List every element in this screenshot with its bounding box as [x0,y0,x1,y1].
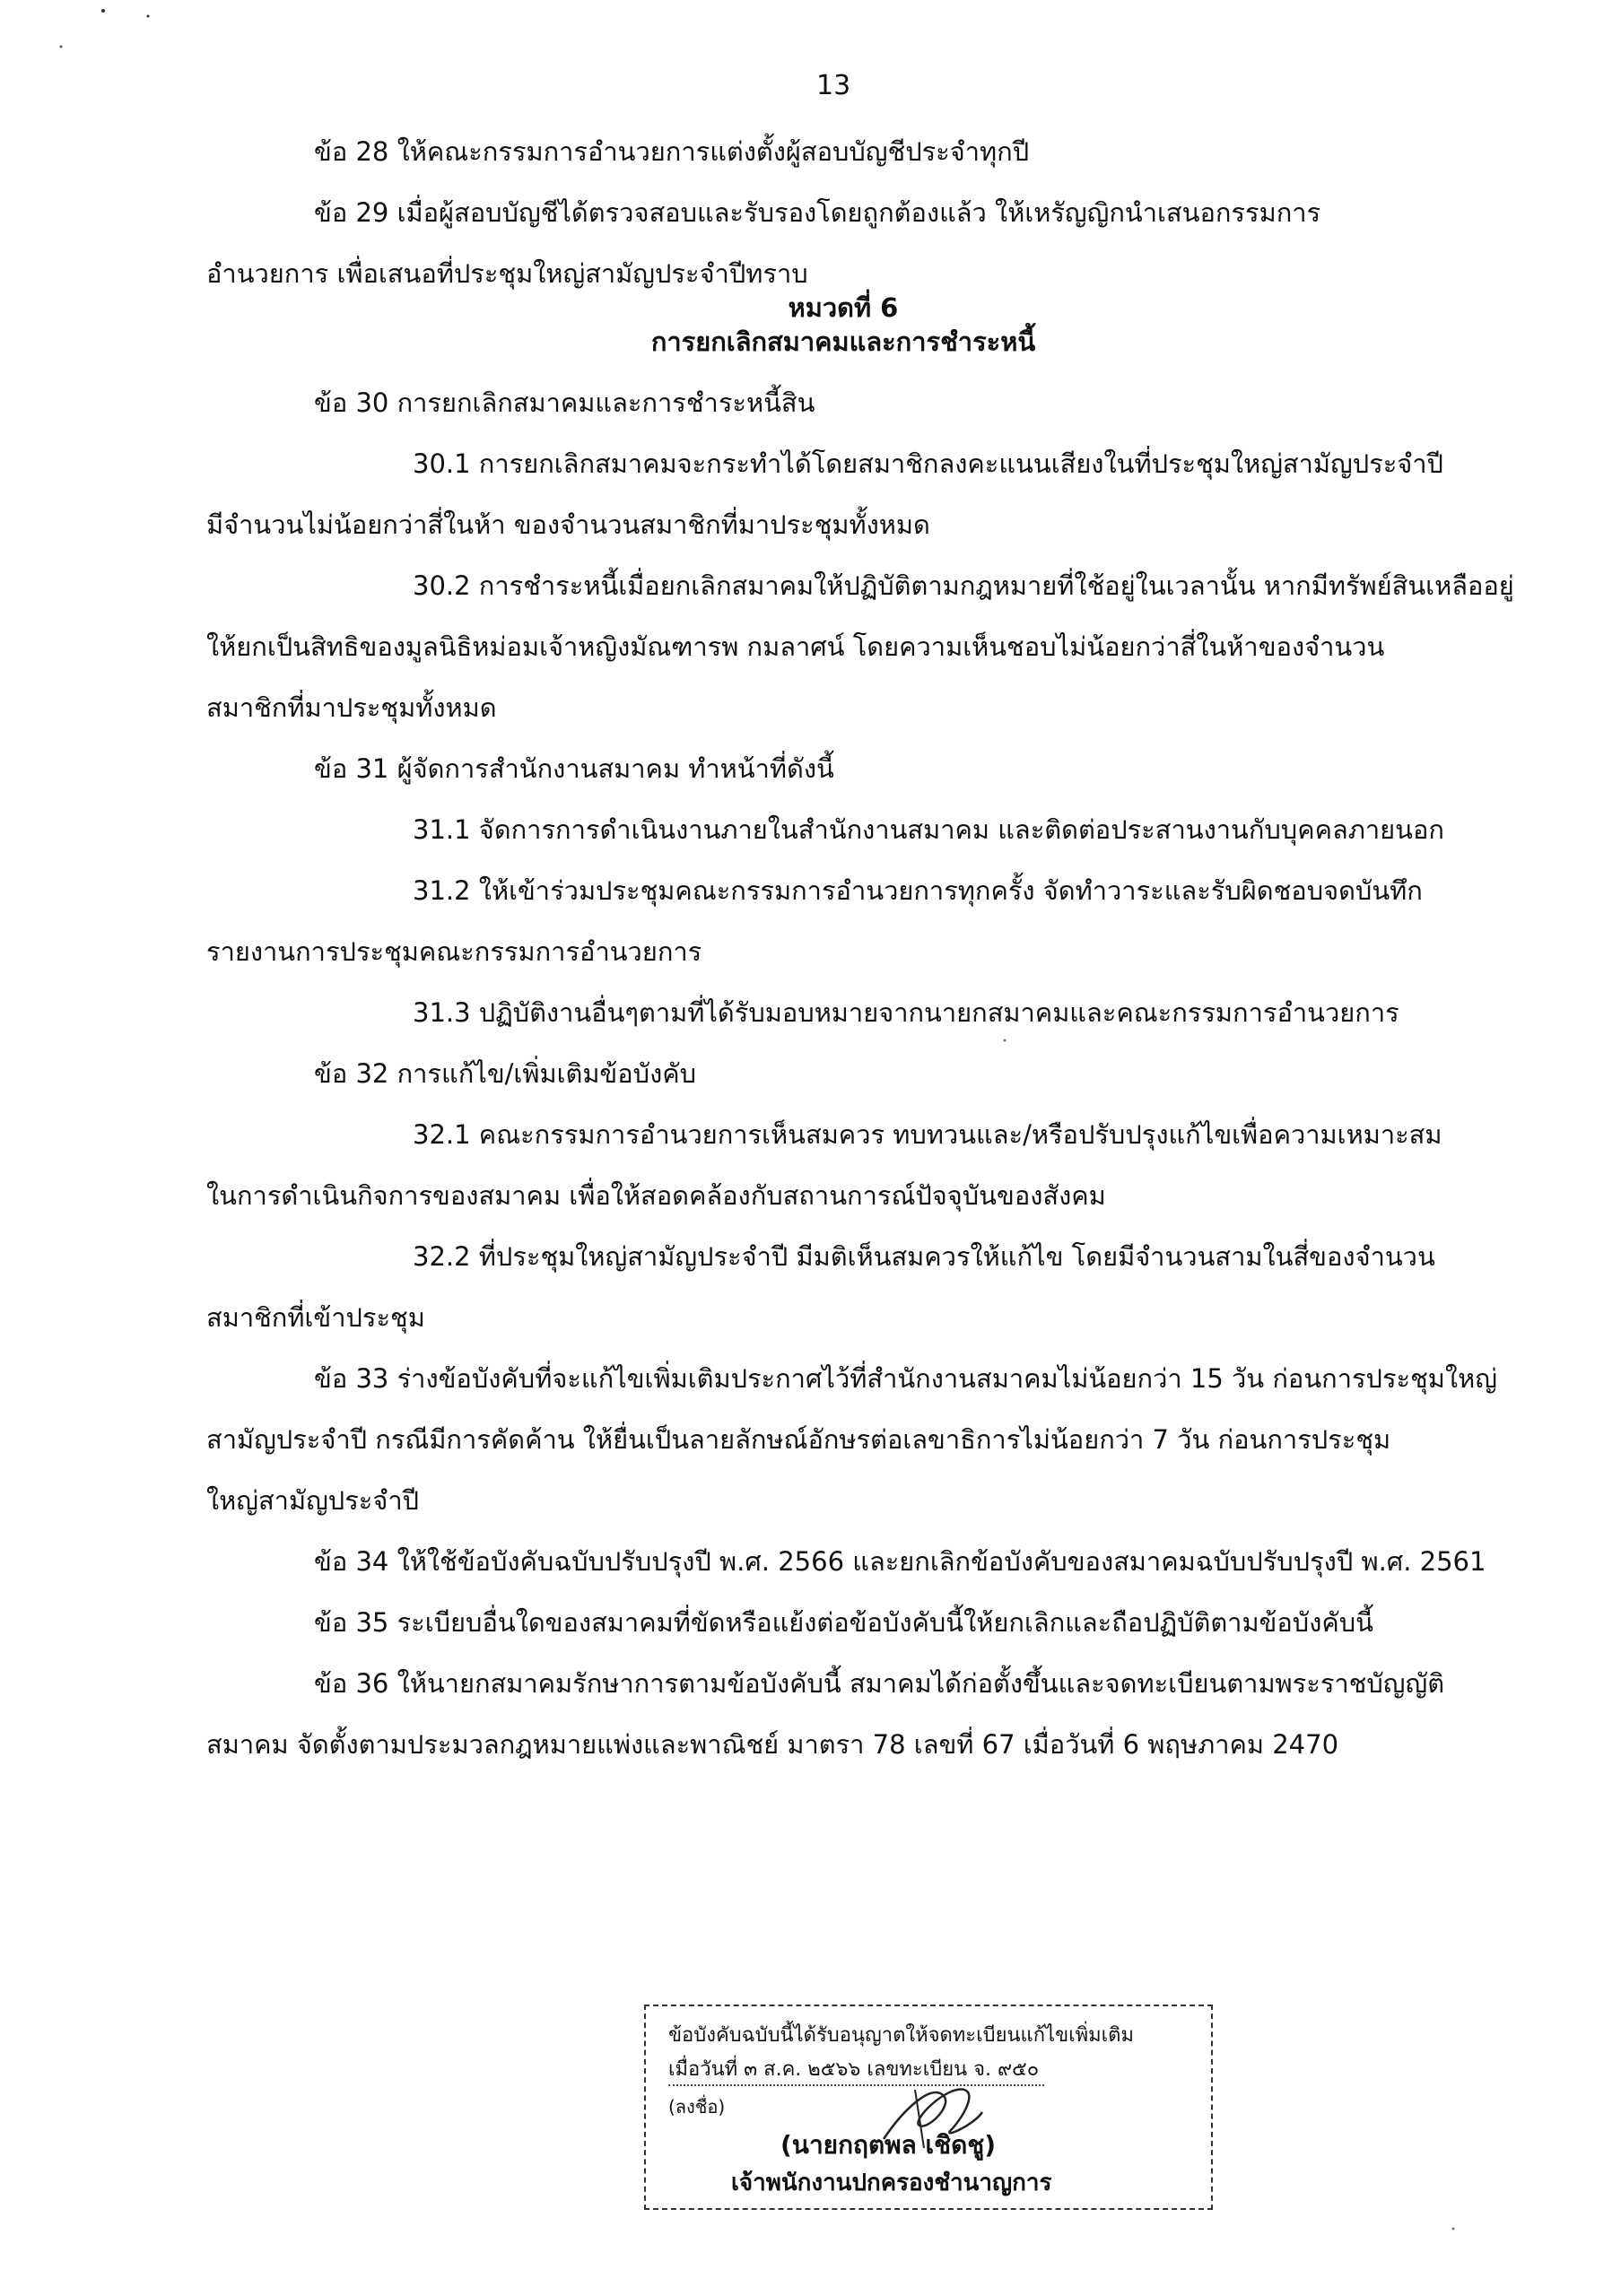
clause-31-3: 31.3 ปฏิบัติงานอื่นๆตามที่ได้รับมอบหมายจากนายกสมาคมและคณะกรรมการอำนวยการ [413,997,1399,1028]
registration-stamp [644,2005,1213,2210]
clause-31-1: 31.1 จัดการการดำเนินงานภายในสำนักงานสมาคม และติดต่อประสานงานกับบุคคลภายนอก [413,814,1444,845]
clause-32-2: 32.2 ที่ประชุมใหญ่สามัญประจำปี มีมติเห็นสมควรให้แก้ไข โดยมีจำนวนสามในสี่ของจำนวน [413,1241,1435,1272]
clause-33-cont: สามัญประจำปี กรณีมีการคัดค้าน ให้ยื่นเป็นลายลักษณ์อักษรต่อเลขาธิการไม่น้อยกว่า 7 วัน ก่อนการประชุม [206,1424,1391,1455]
clause-30-2-cont: ให้ยกเป็นสิทธิของมูลนิธิหม่อมเจ้าหญิงมัณฑารพ กมลาศน์ โดยความเห็นชอบไม่น้อยกว่าสี่ในห้าของจำนวน [206,631,1385,662]
stamp-official-name: (นายกฤตพล เชิดชู) [780,2130,997,2160]
clause-32-1: 32.1 คณะกรรมการอำนวยการเห็นสมควร ทบทวนและ/หรือปรับปรุงแก้ไขเพื่อความเหมาะสม [413,1119,1442,1150]
clause-30-2-cont2: สมาชิกที่มาประชุมทั้งหมด [206,692,497,723]
clause-30-2: 30.2 การชำระหนี้เมื่อยกเลิกสมาคมให้ปฏิบัติตามกฎหมายที่ใช้อยู่ในเวลานั้น หากมีทรัพย์สินเหลืออยู่ [413,570,1514,601]
chapter-heading: หมวดที่ 6 [788,292,899,323]
clause-31-2: 31.2 ให้เข้าร่วมประชุมคณะกรรมการอำนวยการทุกครั้ง จัดทำวาระและรับผิดชอบจดบันทึก [413,875,1423,906]
clause-30-1: 30.1 การยกเลิกสมาคมจะกระทำได้โดยสมาชิกลงคะแนนเสียงในที่ประชุมใหญ่สามัญประจำปี [413,448,1443,479]
clause-33: ข้อ 33 ร่างข้อบังคับที่จะแก้ไขเพิ่มเติมประกาศไว้ที่สำนักงานสมาคมไม่น้อยกว่า 15 วัน ก่อนการประชุมใหญ่ [314,1363,1497,1394]
clause-29: ข้อ 29 เมื่อผู้สอบบัญชีได้ตรวจสอบและรับรองโดยถูกต้องแล้ว ให้เหรัญญิกนำเสนอกรรมการ [314,197,1321,228]
clause-30: ข้อ 30 การยกเลิกสมาคมและการชำระหนี้สิน [314,387,815,418]
clause-36: ข้อ 36 ให้นายกสมาคมรักษาการตามข้อบังคับนี้ สมาคมได้ก่อตั้งขึ้นและจดทะเบียนตามพระราชบัญญัติ [314,1668,1445,1699]
clause-32-1-cont: ในการดำเนินกิจการของสมาคม เพื่อให้สอดคล้องกับสถานการณ์ปัจจุบันของสังคม [206,1180,1106,1211]
stamp-signature-label: (ลงชื่อ) [668,2096,726,2118]
clause-31-2-cont: รายงานการประชุมคณะกรรมการอำนวยการ [206,936,702,967]
clause-32: ข้อ 32 การแก้ไข/เพิ่มเติมข้อบังคับ [314,1058,697,1089]
page-number: 13 [816,70,851,101]
clause-29-cont: อำนวยการ เพื่อเสนอที่ประชุมใหญ่สามัญประจำปีทราบ [206,258,808,289]
clause-33-cont2: ใหญ่สามัญประจำปี [206,1485,420,1516]
stamp-official-position: เจ้าพนักงานปกครองชำนาญการ [731,2170,1052,2196]
chapter-title: การยกเลิกสมาคมและการชำระหนี้ [650,326,1036,357]
clause-28: ข้อ 28 ให้คณะกรรมการอำนวยการแต่งตั้งผู้สอบบัญชีประจำทุกปี [314,136,1030,167]
clause-32-2-cont: สมาชิกที่เข้าประชุม [206,1302,425,1333]
clause-31: ข้อ 31 ผู้จัดการสำนักงานสมาคม ทำหน้าที่ดังนี้ [314,753,834,784]
stamp-registration-date: เมื่อวันที่ ๓ ส.ค. ๒๕๖๖ เลขทะเบียน จ. ๙๕๐ [668,2053,1044,2086]
document-body [206,135,1514,1761]
clause-36-cont: สมาคม จัดตั้งตามประมวลกฎหมายแพ่งและพาณิชย์ มาตรา 78 เลขที่ 67 เมื่อวันที่ 6 พฤษภาคม 2470 [206,1729,1339,1760]
clause-30-1-cont: มีจำนวนไม่น้อยกว่าสี่ในห้า ของจำนวนสมาชิกที่มาประชุมทั้งหมด [206,509,930,540]
clause-34: ข้อ 34 ให้ใช้ข้อบังคับฉบับปรับปรุงปี พ.ศ. 2566 และยกเลิกข้อบังคับของสมาคมฉบับปรับปรุงปี พ.ศ. 2561 [314,1546,1486,1577]
stamp-approval-text: ข้อบังคับฉบับนี้ได้รับอนุญาตให้จดทะเบียนแก้ไขเพิ่มเติม [668,2024,1134,2047]
clause-35: ข้อ 35 ระเบียบอื่นใดของสมาคมที่ขัดหรือแย้งต่อข้อบังคับนี้ให้ยกเลิกและถือปฏิบัติตามข้อบังคับนี้ [314,1607,1373,1638]
